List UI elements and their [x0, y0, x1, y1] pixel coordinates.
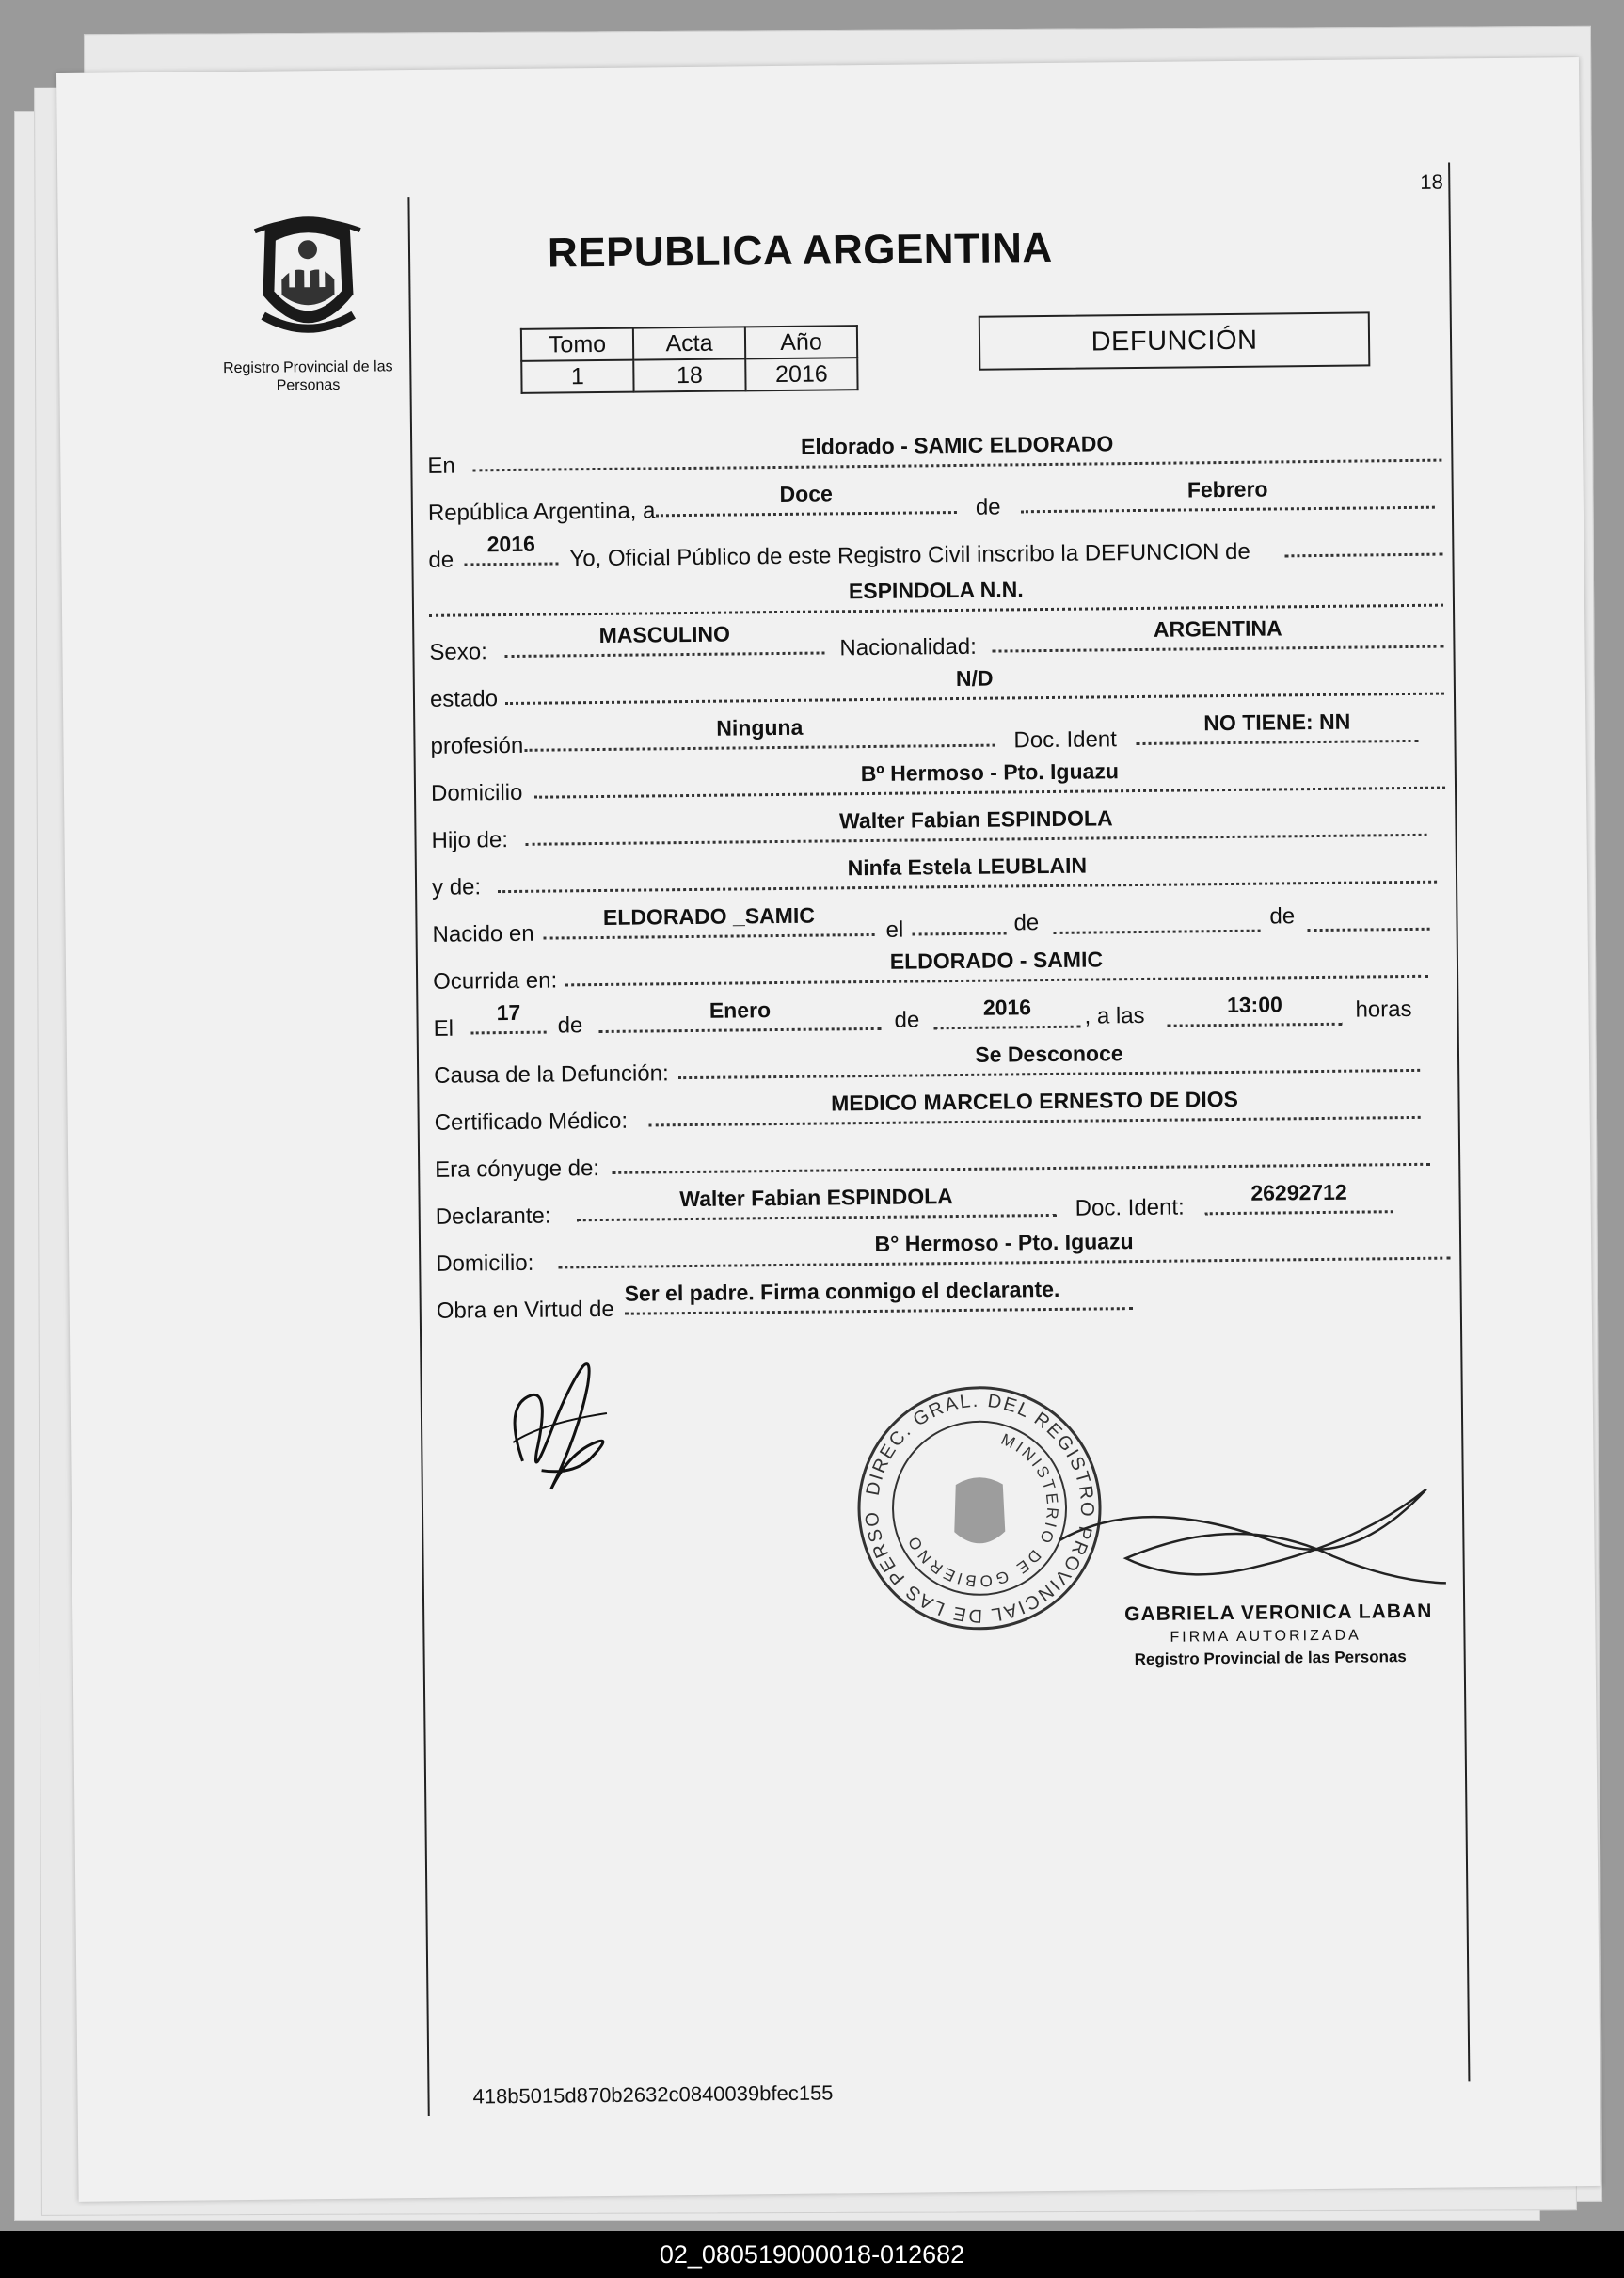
field-statement-blank: [1284, 522, 1442, 558]
sheet-number: 18: [1420, 169, 1443, 194]
field-estado: N/D: [505, 661, 1444, 705]
scan-id-bar: 02_080519000018-012682: [0, 2231, 1624, 2278]
field-hora-defuncion: 13:00: [1167, 992, 1342, 1027]
label-nacido-de: de: [1013, 910, 1040, 936]
label-sexo: Sexo:: [429, 639, 487, 665]
field-certificado: MEDICO MARCELO ERNESTO DE DIOS: [648, 1085, 1420, 1127]
field-nacido-anio: [1307, 897, 1429, 932]
field-declarante-doc: 26292712: [1204, 1179, 1393, 1215]
label-hijo-de: Hijo de:: [431, 827, 509, 853]
header-acta: Acta: [633, 327, 745, 359]
field-ocurrida-en: ELDORADO - SAMIC: [565, 944, 1428, 987]
label-ocurrida-en: Ocurrida en:: [432, 967, 558, 995]
death-certificate-page: [56, 57, 1601, 2202]
left-margin-line: [407, 197, 429, 2116]
label-de-mes: de: [557, 1012, 583, 1039]
label-estado: estado: [429, 686, 499, 712]
right-margin-line: [1448, 162, 1470, 2081]
field-en: Eldorado - SAMIC ELDORADO: [472, 428, 1441, 472]
field-obra: Ser el padre. Firma conmigo el declarante.: [624, 1276, 1132, 1315]
field-dia-registro: Doce: [656, 480, 957, 517]
field-profesion: Ninguna: [524, 713, 995, 752]
official-role: FIRMA AUTORIZADA: [1170, 1627, 1361, 1646]
field-mes-registro: Febrero: [1021, 475, 1435, 514]
label-nacionalidad: Nacionalidad:: [839, 633, 978, 661]
field-nacionalidad: ARGENTINA: [992, 614, 1443, 653]
label-domicilio: Domicilio: [430, 779, 523, 806]
label-profesion: profesión: [430, 732, 524, 759]
label-nacido-de-2: de: [1269, 903, 1296, 930]
label-y-de: y de:: [431, 874, 482, 900]
value-anio: 2016: [745, 358, 857, 390]
field-nombre-fallecido: ESPINDOLA N.N.: [429, 573, 1443, 617]
label-de-anio-defuncion: de: [894, 1007, 920, 1033]
label-domicilio-declarante: Domicilio:: [436, 1250, 534, 1277]
label-obra: Obra en Virtud de: [436, 1296, 614, 1324]
label-republica: República Argentina, a: [427, 498, 656, 526]
label-declarante-doc: Doc. Ident:: [1075, 1194, 1185, 1221]
field-nacido-mes: [1053, 899, 1260, 934]
field-padre: Walter Fabian ESPINDOLA: [525, 803, 1426, 846]
label-nacido-en: Nacido en: [432, 920, 534, 948]
document-hash: 418b5015d870b2632c0840039bfec155: [472, 2080, 834, 2109]
label-el: El: [433, 1015, 454, 1042]
declarant-signature-icon: [493, 1347, 627, 1513]
field-domicilio-declarante: B° Hermoso - Pto. Iguazu: [558, 1226, 1450, 1269]
field-conyuge: [612, 1132, 1430, 1174]
label-certificado: Certificado Médico:: [434, 1107, 629, 1136]
official-name: GABRIELA VERONICA LABAN: [1124, 1600, 1433, 1626]
field-anio-registro: 2016: [464, 531, 558, 566]
label-nacido-el: el: [885, 916, 904, 943]
field-causa: Se Desconoce: [678, 1038, 1420, 1079]
label-a-las: , a las: [1084, 1002, 1145, 1029]
field-anio-defuncion: 2016: [933, 995, 1080, 1030]
stamp-inner-text: MINISTERIO DE GOBIERNO: [903, 1429, 1062, 1591]
official-org: Registro Provincial de las Personas: [1134, 1648, 1407, 1669]
header-tomo: Tomo: [521, 328, 633, 361]
registry-label: Registro Provincial de las Personas: [222, 358, 393, 394]
value-tomo: 1: [521, 360, 633, 393]
label-en: En: [427, 453, 455, 479]
header-anio: Año: [745, 326, 857, 358]
value-acta: 18: [633, 358, 745, 391]
field-mes-defuncion: Enero: [598, 996, 881, 1033]
label-de-anio: de: [428, 547, 454, 573]
label-causa: Causa de la Defunción:: [434, 1060, 669, 1089]
label-conyuge: Era cónyuge de:: [435, 1155, 600, 1183]
label-doc-ident: Doc. Ident: [1013, 726, 1118, 754]
field-dia-defuncion: 17: [470, 1000, 546, 1035]
field-doc-ident: NO TIENE: NN: [1136, 709, 1418, 745]
field-domicilio: Bº Hermoso - Pto. Iguazu: [534, 756, 1445, 799]
field-madre: Ninfa Estela LEUBLAIN: [498, 850, 1437, 893]
label-de: de: [975, 494, 1001, 520]
country-title: REPUBLICA ARGENTINA: [547, 224, 1053, 277]
label-declarante: Declarante:: [435, 1203, 551, 1230]
field-declarante: Walter Fabian ESPINDOLA: [576, 1183, 1056, 1221]
label-horas: horas: [1355, 996, 1412, 1023]
statement-text: Yo, Oficial Público de este Registro Civil inscribo la DEFUNCION de: [569, 538, 1250, 572]
field-nacido-en: ELDORADO _SAMIC: [543, 902, 874, 940]
act-identification-table: [520, 325, 859, 394]
stamp-ring-text: DIREC. GRAL. DEL REGISTRO PROVINCIAL DE LAS PERSONAS: [861, 1390, 1098, 1627]
field-sexo: MASCULINO: [504, 620, 824, 658]
provincial-seal-icon: [251, 210, 365, 342]
act-type-box: DEFUNCIÓN: [979, 311, 1371, 370]
field-nacido-dia: [912, 900, 1006, 935]
